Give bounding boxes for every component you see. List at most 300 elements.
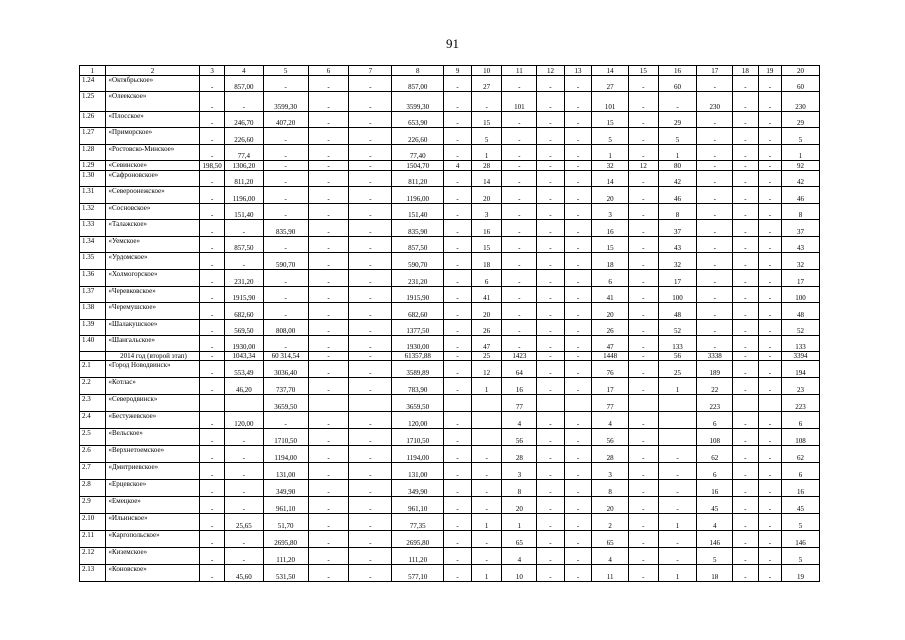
table-cell: - bbox=[564, 565, 592, 582]
table-cell: - bbox=[263, 187, 308, 204]
table-cell: - bbox=[564, 220, 592, 237]
table-cell: - bbox=[658, 446, 697, 463]
table-cell: 77 bbox=[502, 395, 537, 412]
table-cell: - bbox=[758, 76, 781, 92]
column-header: 15 bbox=[629, 66, 659, 76]
table-cell: - bbox=[697, 171, 733, 187]
table-cell: 737,70 bbox=[263, 378, 308, 395]
table-cell: 1196,00 bbox=[392, 187, 444, 204]
column-header: 20 bbox=[782, 66, 820, 76]
table-cell: - bbox=[629, 429, 659, 446]
table-cell: - bbox=[200, 128, 224, 145]
table-cell: 64 bbox=[502, 361, 537, 378]
table-cell: - bbox=[758, 303, 781, 320]
table-cell: - bbox=[263, 204, 308, 220]
table-cell: 11 bbox=[592, 565, 629, 582]
table-cell: 577,10 bbox=[392, 565, 444, 582]
table-cell: 56 bbox=[502, 429, 537, 446]
table-cell: - bbox=[758, 336, 781, 352]
table-cell: - bbox=[308, 480, 349, 497]
row-name: «Октябрьское» bbox=[105, 76, 200, 92]
table-cell: - bbox=[758, 320, 781, 336]
table-cell: - bbox=[200, 187, 224, 204]
table-cell bbox=[758, 395, 781, 412]
table-cell: - bbox=[444, 270, 472, 287]
column-header: 10 bbox=[471, 66, 502, 76]
table-cell: - bbox=[758, 446, 781, 463]
table-cell: - bbox=[733, 463, 759, 480]
table-cell: - bbox=[308, 220, 349, 237]
table-cell: - bbox=[758, 128, 781, 145]
table-cell: 8 bbox=[658, 204, 697, 220]
table-cell: - bbox=[733, 548, 759, 565]
table-cell: - bbox=[308, 352, 349, 361]
table-cell: - bbox=[537, 514, 565, 531]
table-cell: - bbox=[349, 287, 392, 303]
table-cell: 12 bbox=[629, 161, 659, 171]
table-cell: 194 bbox=[782, 361, 820, 378]
table-cell bbox=[224, 395, 263, 412]
table-row bbox=[80, 463, 820, 480]
table-cell: - bbox=[471, 92, 502, 112]
table-row bbox=[80, 429, 820, 446]
table-cell: - bbox=[444, 145, 472, 161]
table-cell: - bbox=[697, 320, 733, 336]
table-cell: - bbox=[200, 92, 224, 112]
table-row bbox=[80, 187, 820, 204]
table-cell: 1 bbox=[658, 514, 697, 531]
table-cell: - bbox=[444, 497, 472, 514]
table-cell: - bbox=[564, 145, 592, 161]
table-cell: - bbox=[308, 446, 349, 463]
row-number: 2.3 bbox=[80, 395, 106, 412]
table-cell: 18 bbox=[592, 253, 629, 270]
row-number: 2.9 bbox=[80, 497, 106, 514]
table-cell: - bbox=[444, 76, 472, 92]
table-cell: - bbox=[629, 287, 659, 303]
table-cell: 47 bbox=[592, 336, 629, 352]
row-name: «Ильинское» bbox=[105, 514, 200, 531]
table-cell: - bbox=[564, 187, 592, 204]
table-cell: - bbox=[349, 171, 392, 187]
page-number: 91 bbox=[446, 36, 459, 51]
table-cell: 3 bbox=[471, 204, 502, 220]
row-number: 1.34 bbox=[80, 237, 106, 253]
table-cell: - bbox=[349, 480, 392, 497]
table-cell: - bbox=[564, 412, 592, 429]
table-cell: - bbox=[349, 112, 392, 128]
table-cell: 20 bbox=[471, 303, 502, 320]
table-cell: 14 bbox=[592, 171, 629, 187]
table-cell: 51,70 bbox=[263, 514, 308, 531]
table-cell: 22 bbox=[697, 378, 733, 395]
table-cell: - bbox=[444, 92, 472, 112]
table-cell: 15 bbox=[592, 112, 629, 128]
table-cell: 20 bbox=[592, 497, 629, 514]
table-cell: 1 bbox=[471, 378, 502, 395]
table-cell: - bbox=[537, 361, 565, 378]
column-header: 18 bbox=[733, 66, 759, 76]
table-cell: 246,70 bbox=[224, 112, 263, 128]
table-cell: - bbox=[308, 112, 349, 128]
table-cell bbox=[658, 412, 697, 429]
table-cell: 17 bbox=[592, 378, 629, 395]
table-cell: 3 bbox=[592, 204, 629, 220]
table-cell: - bbox=[444, 204, 472, 220]
row-name: «Емецкое» bbox=[105, 497, 200, 514]
column-header: 13 bbox=[564, 66, 592, 76]
table-cell: - bbox=[758, 253, 781, 270]
table-cell: - bbox=[444, 287, 472, 303]
table-cell: 19 bbox=[782, 565, 820, 582]
table-cell: - bbox=[733, 204, 759, 220]
table-cell: - bbox=[200, 361, 224, 378]
table-cell: - bbox=[349, 320, 392, 336]
column-header: 7 bbox=[349, 66, 392, 76]
table-cell: 1930,00 bbox=[392, 336, 444, 352]
table-cell: 45 bbox=[697, 497, 733, 514]
table-cell: - bbox=[564, 531, 592, 548]
table-cell: 1306,20 bbox=[224, 161, 263, 171]
row-name: «Котлас» bbox=[105, 378, 200, 395]
table-cell: 1915,90 bbox=[224, 287, 263, 303]
table-cell: - bbox=[629, 336, 659, 352]
table-cell: - bbox=[263, 237, 308, 253]
table-cell: - bbox=[349, 92, 392, 112]
table-cell: 48 bbox=[658, 303, 697, 320]
table-cell: 43 bbox=[782, 237, 820, 253]
table-cell: - bbox=[697, 112, 733, 128]
table-cell: 3394 bbox=[782, 352, 820, 361]
table-cell: - bbox=[733, 446, 759, 463]
table-cell: - bbox=[697, 204, 733, 220]
table-cell: - bbox=[758, 270, 781, 287]
row-name: «Сафроновское» bbox=[105, 171, 200, 187]
table-cell: - bbox=[502, 287, 537, 303]
table-cell: 16 bbox=[697, 480, 733, 497]
table-cell: - bbox=[502, 76, 537, 92]
table-cell: 407,20 bbox=[263, 112, 308, 128]
table-cell: - bbox=[349, 497, 392, 514]
table-cell: - bbox=[564, 161, 592, 171]
table-cell: - bbox=[537, 463, 565, 480]
table-cell: - bbox=[349, 463, 392, 480]
table-cell: - bbox=[758, 480, 781, 497]
table-cell: - bbox=[349, 548, 392, 565]
table-cell bbox=[308, 395, 349, 412]
table-cell: - bbox=[502, 171, 537, 187]
table-cell: 16 bbox=[592, 220, 629, 237]
table-cell: - bbox=[308, 187, 349, 204]
table-cell: 3 bbox=[592, 463, 629, 480]
row-name: «Вельское» bbox=[105, 429, 200, 446]
table-cell: - bbox=[471, 497, 502, 514]
table-cell: 4 bbox=[502, 412, 537, 429]
table-cell: 18 bbox=[697, 565, 733, 582]
table-cell: 100 bbox=[782, 287, 820, 303]
table-cell: - bbox=[564, 446, 592, 463]
table-cell: - bbox=[200, 237, 224, 253]
table-cell: 4 bbox=[444, 161, 472, 171]
table-cell: 17 bbox=[782, 270, 820, 287]
table-cell: - bbox=[502, 112, 537, 128]
table-cell: 43 bbox=[658, 237, 697, 253]
table-cell: - bbox=[697, 253, 733, 270]
table-cell: 60 314,54 bbox=[263, 352, 308, 361]
table-cell: - bbox=[200, 270, 224, 287]
table-cell: 101 bbox=[502, 92, 537, 112]
table-cell: - bbox=[658, 92, 697, 112]
table-cell: - bbox=[444, 112, 472, 128]
table-cell: - bbox=[697, 270, 733, 287]
table-cell: 811,20 bbox=[392, 171, 444, 187]
table-cell: - bbox=[658, 548, 697, 565]
table-cell: 1 bbox=[658, 145, 697, 161]
table-row bbox=[80, 320, 820, 336]
table-cell: - bbox=[733, 497, 759, 514]
table-cell: - bbox=[444, 352, 472, 361]
table-cell: - bbox=[502, 336, 537, 352]
table-cell: - bbox=[564, 128, 592, 145]
table-cell: 1194,00 bbox=[263, 446, 308, 463]
table-cell: - bbox=[263, 412, 308, 429]
row-name: «Шангальское» bbox=[105, 336, 200, 352]
table-cell: 29 bbox=[782, 112, 820, 128]
table-cell: - bbox=[471, 463, 502, 480]
table-cell: - bbox=[697, 128, 733, 145]
table-cell: - bbox=[733, 303, 759, 320]
table-cell: 15 bbox=[592, 237, 629, 253]
table-cell: 46 bbox=[782, 187, 820, 204]
table-cell bbox=[471, 412, 502, 429]
column-header: 11 bbox=[502, 66, 537, 76]
table-cell: 231,20 bbox=[224, 270, 263, 287]
table-cell: 553,49 bbox=[224, 361, 263, 378]
table-cell: - bbox=[502, 270, 537, 287]
table-cell: - bbox=[224, 446, 263, 463]
table-cell: 8 bbox=[502, 480, 537, 497]
table-cell: 120,00 bbox=[392, 412, 444, 429]
table-cell: 41 bbox=[592, 287, 629, 303]
table-cell: - bbox=[629, 352, 659, 361]
table-cell: 835,90 bbox=[392, 220, 444, 237]
table-cell: - bbox=[200, 171, 224, 187]
table-cell: 1710,50 bbox=[392, 429, 444, 446]
table-cell: - bbox=[537, 336, 565, 352]
table-cell: 1448 bbox=[592, 352, 629, 361]
table-row bbox=[80, 145, 820, 161]
table-cell: 783,90 bbox=[392, 378, 444, 395]
table-cell: - bbox=[308, 497, 349, 514]
table-cell: - bbox=[629, 412, 659, 429]
table-summary-row bbox=[80, 352, 820, 361]
table-cell: - bbox=[502, 237, 537, 253]
table-cell: - bbox=[444, 412, 472, 429]
table-cell: - bbox=[263, 128, 308, 145]
table-cell: - bbox=[758, 204, 781, 220]
table-cell: 41 bbox=[471, 287, 502, 303]
table-cell bbox=[444, 395, 472, 412]
table-cell: 223 bbox=[782, 395, 820, 412]
table-cell: - bbox=[733, 320, 759, 336]
table-cell: 28 bbox=[471, 161, 502, 171]
table-cell: - bbox=[758, 378, 781, 395]
table-cell: 8 bbox=[782, 204, 820, 220]
table-cell: - bbox=[629, 378, 659, 395]
table-cell: - bbox=[263, 161, 308, 171]
table-cell: 133 bbox=[658, 336, 697, 352]
row-name: «Коновское» bbox=[105, 565, 200, 582]
table-cell: 349,90 bbox=[263, 480, 308, 497]
table-cell: 5 bbox=[782, 548, 820, 565]
table-cell: - bbox=[564, 378, 592, 395]
table-row bbox=[80, 92, 820, 112]
table-cell: 3036,40 bbox=[263, 361, 308, 378]
table-cell: - bbox=[224, 497, 263, 514]
table-cell: - bbox=[200, 565, 224, 582]
data-table bbox=[79, 65, 820, 582]
table-cell: - bbox=[349, 204, 392, 220]
table-cell: - bbox=[564, 171, 592, 187]
table-cell: - bbox=[629, 531, 659, 548]
table-cell: - bbox=[537, 565, 565, 582]
table-cell: - bbox=[200, 220, 224, 237]
table-cell: 26 bbox=[471, 320, 502, 336]
table-cell: - bbox=[200, 287, 224, 303]
table-cell: - bbox=[733, 187, 759, 204]
table-row bbox=[80, 480, 820, 497]
table-cell: - bbox=[733, 480, 759, 497]
table-cell: - bbox=[564, 76, 592, 92]
table-cell: - bbox=[200, 463, 224, 480]
table-cell: - bbox=[537, 92, 565, 112]
table-cell: - bbox=[308, 270, 349, 287]
table-cell: 15 bbox=[471, 237, 502, 253]
table-cell: - bbox=[697, 145, 733, 161]
table-cell: 811,20 bbox=[224, 171, 263, 187]
table-cell: 8 bbox=[592, 480, 629, 497]
table-cell: - bbox=[200, 531, 224, 548]
table-cell: - bbox=[444, 220, 472, 237]
table-cell: - bbox=[200, 76, 224, 92]
row-number: 2.4 bbox=[80, 412, 106, 429]
row-name: «Каргопольское» bbox=[105, 531, 200, 548]
table-cell: - bbox=[758, 187, 781, 204]
table-cell: 42 bbox=[658, 171, 697, 187]
column-header: 1 bbox=[80, 66, 106, 76]
table-cell: - bbox=[349, 303, 392, 320]
table-cell: - bbox=[733, 531, 759, 548]
table-cell bbox=[200, 395, 224, 412]
table-cell: 569,50 bbox=[224, 320, 263, 336]
row-number: 1.35 bbox=[80, 253, 106, 270]
table-row bbox=[80, 446, 820, 463]
table-cell: 16 bbox=[502, 378, 537, 395]
table-cell: 2695,80 bbox=[263, 531, 308, 548]
table-cell: 3659,50 bbox=[392, 395, 444, 412]
table-cell: 20 bbox=[471, 187, 502, 204]
table-cell: 151,40 bbox=[224, 204, 263, 220]
table-cell: - bbox=[200, 253, 224, 270]
table-cell: 2 bbox=[592, 514, 629, 531]
row-number: 2.5 bbox=[80, 429, 106, 446]
table-cell: 60 bbox=[658, 76, 697, 92]
row-number: 1.37 bbox=[80, 287, 106, 303]
table-cell: - bbox=[471, 531, 502, 548]
table-cell: 1377,50 bbox=[392, 320, 444, 336]
table-cell: - bbox=[564, 92, 592, 112]
table-cell: - bbox=[733, 378, 759, 395]
table-cell: 1930,00 bbox=[224, 336, 263, 352]
table-row bbox=[80, 161, 820, 171]
table-cell: - bbox=[200, 412, 224, 429]
table-cell: - bbox=[502, 204, 537, 220]
table-cell: - bbox=[629, 204, 659, 220]
table-cell: - bbox=[733, 270, 759, 287]
table-cell: 20 bbox=[592, 187, 629, 204]
table-cell: - bbox=[537, 352, 565, 361]
table-row bbox=[80, 220, 820, 237]
table-cell: - bbox=[629, 92, 659, 112]
row-number: 1.26 bbox=[80, 112, 106, 128]
row-name: «Холмогорское» bbox=[105, 270, 200, 287]
table-row bbox=[80, 270, 820, 287]
table-cell: - bbox=[697, 161, 733, 171]
table-cell: - bbox=[733, 429, 759, 446]
table-cell: 131,00 bbox=[263, 463, 308, 480]
table-cell: 48 bbox=[782, 303, 820, 320]
table-cell: - bbox=[471, 480, 502, 497]
table-cell: 28 bbox=[502, 446, 537, 463]
table-cell: - bbox=[758, 548, 781, 565]
table-cell: 25 bbox=[658, 361, 697, 378]
table-cell: - bbox=[733, 92, 759, 112]
table-cell: 961,10 bbox=[263, 497, 308, 514]
table-cell: - bbox=[733, 361, 759, 378]
table-cell: - bbox=[537, 112, 565, 128]
table-cell: - bbox=[537, 161, 565, 171]
table-cell: 111,20 bbox=[263, 548, 308, 565]
table-cell: - bbox=[697, 237, 733, 253]
row-name: «Уемское» bbox=[105, 237, 200, 253]
table-cell: 1504,70 bbox=[392, 161, 444, 171]
table-cell: - bbox=[564, 204, 592, 220]
table-cell: 45,60 bbox=[224, 565, 263, 582]
table-cell: 2695,80 bbox=[392, 531, 444, 548]
table-cell: 45 bbox=[782, 497, 820, 514]
table-cell: - bbox=[658, 480, 697, 497]
table-cell: - bbox=[263, 287, 308, 303]
table-cell: 808,00 bbox=[263, 320, 308, 336]
row-number: 1.33 bbox=[80, 220, 106, 237]
row-name: «Ростовско-Минское» bbox=[105, 145, 200, 161]
table-cell: - bbox=[537, 320, 565, 336]
table-cell: 531,50 bbox=[263, 565, 308, 582]
table-cell: - bbox=[629, 480, 659, 497]
table-cell: - bbox=[471, 446, 502, 463]
table-cell: 1196,00 bbox=[224, 187, 263, 204]
row-name: «Верхнетоемское» bbox=[105, 446, 200, 463]
table-cell: 1 bbox=[471, 145, 502, 161]
row-number: 1.24 bbox=[80, 76, 106, 92]
table-cell: - bbox=[629, 220, 659, 237]
table-cell: - bbox=[200, 429, 224, 446]
table-cell: - bbox=[200, 378, 224, 395]
table-cell: - bbox=[697, 303, 733, 320]
table-cell: 6 bbox=[697, 412, 733, 429]
table-cell: - bbox=[200, 480, 224, 497]
table-cell: - bbox=[658, 497, 697, 514]
